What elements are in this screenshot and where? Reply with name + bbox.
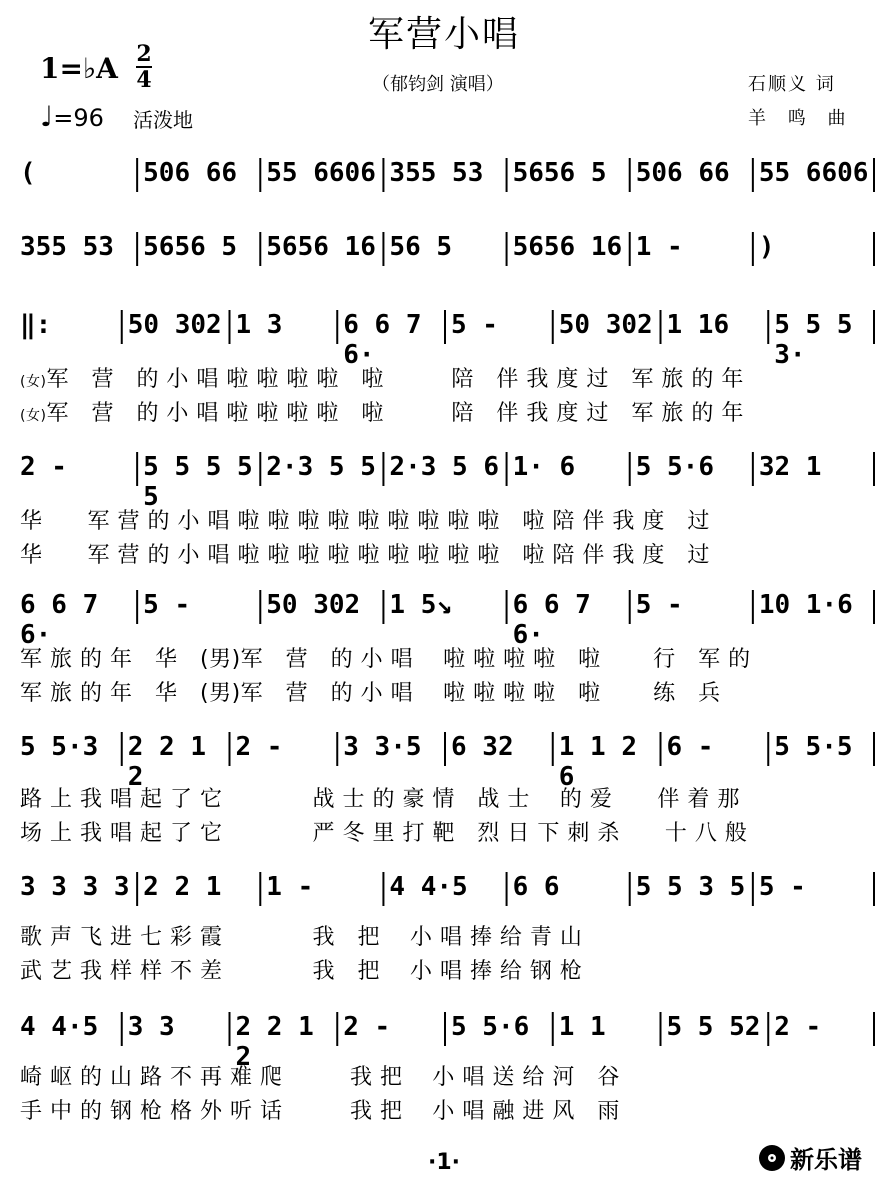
measure: 5656 16 xyxy=(266,232,376,262)
measure: 506 66 xyxy=(143,158,238,188)
barlines xyxy=(14,450,876,490)
measure: 2 2 1 xyxy=(143,872,222,902)
measure: 6 6 7 6· xyxy=(343,310,422,370)
logo-text: 新乐谱 xyxy=(790,1146,862,1174)
expression-marking: 活泼地 xyxy=(133,108,193,132)
measure: 6 32 xyxy=(451,732,514,762)
music-system xyxy=(14,158,876,192)
measure: 55 6606 xyxy=(266,158,376,188)
lyric-text: 场 上 我 唱 起 了 它 严 冬 里 打 靶 烈 日 下 刺 杀 十 八 般 xyxy=(20,821,748,846)
tempo-value: =96 xyxy=(53,104,104,132)
measure: 2 - xyxy=(343,1012,391,1042)
measure: 50 302 xyxy=(558,310,653,340)
barlines xyxy=(14,870,876,910)
measure: 1 5↘ xyxy=(389,590,453,620)
measure: 5656 5 xyxy=(512,158,607,188)
music-system xyxy=(14,232,876,266)
measure: 1 16 xyxy=(666,310,730,340)
lyric-line xyxy=(20,362,744,393)
measure: 10 1·6 xyxy=(758,590,853,620)
lyric-line xyxy=(20,1094,620,1125)
measure: 1· 6 xyxy=(512,452,576,482)
measure: 5 5·6 xyxy=(635,452,714,482)
quarter-note-icon: ♩ xyxy=(40,100,54,133)
record-disc-icon xyxy=(758,1144,786,1178)
measure: 1 1 2 6 xyxy=(558,732,638,792)
lyric-line xyxy=(20,954,582,985)
measure: 3 3·5 xyxy=(343,732,422,762)
key-signature: 1=♭A xyxy=(40,52,118,85)
measure: 5656 16 xyxy=(512,232,623,262)
barlines xyxy=(14,1010,876,1050)
measure: 5 - xyxy=(143,590,191,620)
measure: 50 302 xyxy=(266,590,361,620)
barlines xyxy=(14,730,876,770)
music-system xyxy=(14,590,876,650)
music-system xyxy=(14,872,876,906)
music-system xyxy=(14,732,876,792)
measure: 5 5 5 5 5 xyxy=(143,452,253,512)
measure: 4 4·5 xyxy=(20,1012,99,1042)
measure: 355 53 xyxy=(389,158,484,188)
lyric-text: 武 艺 我 样 样 不 差 我 把 小 唱 捧 给 钢 枪 xyxy=(20,959,583,984)
barlines xyxy=(14,308,876,348)
lyricist-credit: 石顺义 词 xyxy=(748,74,836,95)
measure: 2·3 5 6 xyxy=(389,452,499,482)
measure: 5 5 3 5 xyxy=(635,872,746,902)
lyric-line xyxy=(20,782,740,813)
lyric-line xyxy=(20,816,747,847)
measure: 506 66 xyxy=(635,158,730,188)
measure: 55 6606 xyxy=(758,158,869,188)
barlines xyxy=(14,588,876,628)
time-numerator: 2 xyxy=(136,41,152,67)
measure: 5656 5 xyxy=(143,232,238,262)
measure: 5 - xyxy=(758,872,806,902)
time-signature xyxy=(136,42,152,92)
measure: 5 - xyxy=(451,310,498,340)
measure: 2 - xyxy=(20,452,67,482)
time-denominator: 4 xyxy=(136,67,152,93)
measure: 32 1 xyxy=(758,452,822,482)
measure: 5 5·6 xyxy=(451,1012,530,1042)
site-logo xyxy=(758,1140,862,1178)
measure: 1 - xyxy=(635,232,683,262)
voice-part-label: (女) xyxy=(20,408,47,424)
measure: 5 5 5 3· xyxy=(774,310,853,370)
barlines xyxy=(14,230,876,270)
barlines xyxy=(14,156,876,196)
lyric-line xyxy=(20,538,710,569)
measure: 56 5 xyxy=(389,232,453,262)
measure: 355 53 xyxy=(20,232,114,262)
tempo-marking xyxy=(40,100,104,133)
measure: 3 3 3 3 xyxy=(20,872,130,902)
music-system xyxy=(14,452,876,512)
lyric-line xyxy=(20,396,744,427)
measure: ( xyxy=(20,158,36,188)
lyric-text: 军 营 的 小 唱 啦 啦 啦 啦 啦 陪 伴 我 度 过 军 旅 的 年 xyxy=(46,367,744,392)
measure: 2 2 1 2 xyxy=(235,1012,314,1072)
measure: 6 - xyxy=(666,732,714,762)
measure: ‖: xyxy=(20,310,52,340)
lyric-text: 手 中 的 钢 枪 格 外 听 话 我 把 小 唱 融 进 风 雨 xyxy=(20,1099,620,1124)
lyric-text: 路 上 我 唱 起 了 它 战 士 的 豪 情 战 士 的 爱 伴 着 那 xyxy=(20,787,740,812)
lyric-line xyxy=(20,920,582,951)
song-title: 军营小唱 xyxy=(367,14,520,55)
lyric-line xyxy=(20,642,751,673)
measure: 5 5·5 xyxy=(774,732,853,762)
music-system xyxy=(14,310,876,370)
music-system xyxy=(14,1012,876,1072)
measure: 1 - xyxy=(266,872,314,902)
measure: 6 6 7 6· xyxy=(20,590,99,650)
measure: 5 - xyxy=(635,590,683,620)
lyric-text: 华 军 营 的 小 唱 啦 啦 啦 啦 啦 啦 啦 啦 啦 啦 陪 伴 我 度 过 xyxy=(20,509,710,534)
lyric-text: 华 军 营 的 小 唱 啦 啦 啦 啦 啦 啦 啦 啦 啦 啦 陪 伴 我 度 过 xyxy=(20,543,710,568)
measure: 2 2 1 2 xyxy=(127,732,207,792)
measure: 4 4·5 xyxy=(389,872,468,902)
measure: ) xyxy=(758,232,775,262)
lyric-line xyxy=(20,504,710,535)
measure: 2 - xyxy=(774,1012,822,1042)
measure: 6 6 7 6· xyxy=(512,590,591,650)
lyric-line xyxy=(20,1060,620,1091)
voice-part-label: (女) xyxy=(20,374,47,390)
measure: 2·3 5 5 xyxy=(266,452,376,482)
lyric-text: 歌 声 飞 进 七 彩 霞 我 把 小 唱 捧 给 青 山 xyxy=(20,925,583,950)
measure: 5 5 52 xyxy=(666,1012,761,1042)
lyric-text: 军 营 的 小 唱 啦 啦 啦 啦 啦 陪 伴 我 度 过 军 旅 的 年 xyxy=(46,401,744,426)
measure: 1 1 xyxy=(558,1012,606,1042)
lyric-text: 崎 岖 的 山 路 不 再 难 爬 我 把 小 唱 送 给 河 谷 xyxy=(20,1065,620,1090)
lyric-text: 军 旅 的 年 华 (男)军 营 的 小 唱 啦 啦 啦 啦 啦 练 兵 xyxy=(20,681,721,706)
page-number: ·1· xyxy=(427,1150,461,1175)
measure: 3 3 xyxy=(127,1012,175,1042)
measure: 50 302 xyxy=(127,310,222,340)
composer-credit: 羊 鸣 曲 xyxy=(748,108,854,129)
performer-credit: （郁钧剑 演唱） xyxy=(372,74,504,95)
measure: 6 6 xyxy=(512,872,560,902)
lyric-text: 军 旅 的 年 华 (男)军 营 的 小 唱 啦 啦 啦 啦 啦 行 军 的 xyxy=(20,647,751,672)
measure: 1 3 xyxy=(235,310,283,340)
lyric-line xyxy=(20,676,721,707)
measure: 5 5·3 xyxy=(20,732,99,762)
measure: 2 - xyxy=(235,732,283,762)
